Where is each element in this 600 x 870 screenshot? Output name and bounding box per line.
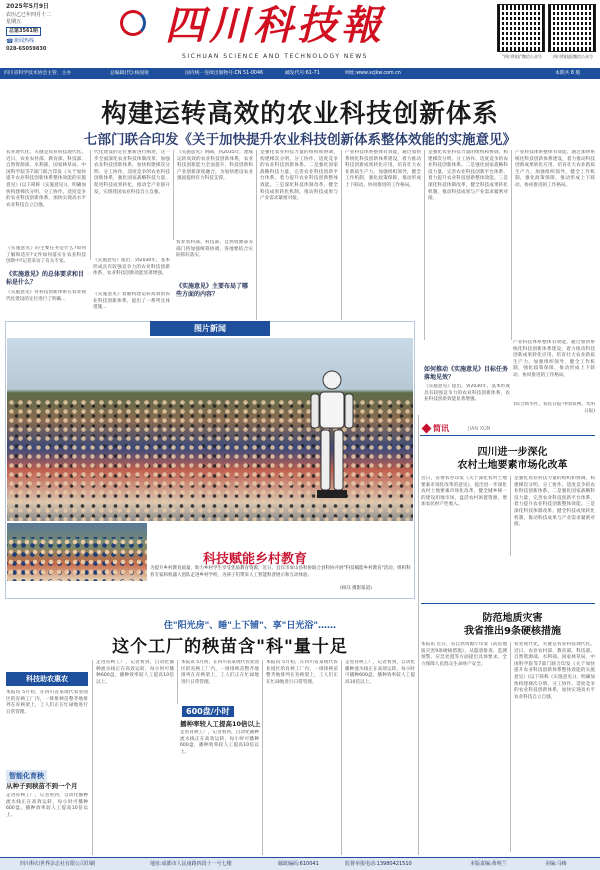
footer-bar — [0, 857, 600, 870]
footer-hotline: 监督举报电话:13980421510 — [345, 861, 412, 867]
footer-postcode: 邮政编码:610041 — [278, 861, 319, 867]
jianxun-en: JIAN XUN — [468, 426, 491, 432]
lead-q3: 如何推动《实施意见》目标任务落地见效？ — [424, 366, 509, 381]
info-bar — [0, 68, 600, 79]
factory-col3: 本报讯 5月初，在四川省某现代农业园区的育秧工厂内，一排排秧苗整齐地排列在育秧架上，工人们正在忙碌地进行日常管理。 — [177, 660, 259, 704]
newspaper-title-en: SICHUAN SCIENCE AND TECHNOLOGY NEWS — [182, 53, 368, 60]
lead-col2c: 《实施意见》着眼构建运转高效的农业科技创新体系，提出了一系列具体措施… — [93, 292, 170, 311]
info-post: 邮发代号:61-71 — [285, 71, 320, 76]
lead-source: (综合新华社、农民日报·中国农网、光明日报) — [513, 402, 595, 414]
info-cn: 国内统一连续出版物号:CN 51-0046 — [185, 71, 264, 76]
info-pages: 本期共 8 版 — [555, 71, 581, 76]
picture-news-title: 科技赋能乡村教育 — [202, 552, 307, 567]
info-sponsor: 四川省科学技术协会主管、主办 — [4, 71, 72, 76]
lead-col2: 代化建设的定位重新进行阐述，这一步全面深化农业科技体制改革，加强农业科技创新体系，加快构建梯次分明、分工协作、适度竞争的农业科技创新体系，强化国家战略科技力量，促进科技成果转化，推动全产业链开发，实现我国农业科技自立自强。 — [90, 150, 170, 260]
factory-col1b: 走进育秧工厂，记者看到，自动化播种流水线正在高效运转，每小时可播种600盘，播种效率较人工提高10倍以上。 — [6, 793, 88, 818]
info-editor: 总编辑(代):杨国梁 — [110, 71, 149, 76]
lead-col6: 是强化农业科技力量的组织和协调，构建梯次分明、分工协作、适度竞争的农业科技创新体系。二是强化国家战略科技力量，完善农业科技创新平台体系，着力提升农业科技创新整体效能。三是深化科技体制改革，健全科技成果转化机制，推动科技成果与产业需求紧密对接。 — [424, 150, 508, 340]
factory-col4: 本报讯 5月初，在四川省某现代农业园区的育秧工厂内，一排排秧苗整齐地排列在育秧架上，工人们正在忙碌地进行日常管理。 — [262, 660, 338, 855]
news1-title: 四川进一步深化 农村土地要素市场化改革 — [457, 447, 568, 471]
factory-col5: 走进育秧工厂，记者看到，自动化播种流水线正在高效运转，每小时可播种600盘，播种效率较人工提高10倍以上。 — [341, 660, 415, 855]
lead-col3b: 农业农村部、科技部、自然资源部等部门将加强统筹协调，各地要结合实际抓好落实。 — [176, 240, 253, 259]
factory-sub2b: 从种子到秧苗不到一个月 — [6, 782, 78, 790]
factory-col2: 走进育秧工厂，记者看到，自动化播种流水线正在高效运转，每小时可播种600盘，播种效率较人工提高10倍以上。 — [92, 660, 174, 855]
hotline-number: 028-65059830 — [6, 46, 47, 52]
jianxun-label: 简讯 — [433, 424, 449, 433]
factory-headline: 这个工厂的秧苗含"科"量十足 — [112, 637, 348, 657]
sidebar-section-label: 科技助农惠农 — [6, 672, 88, 686]
students-robot-photo — [7, 338, 413, 521]
lead-col4: 是强化农业科技力量的组织和协调，构建梯次分明、分工协作、适度竞争的农业科技创新体系。二是强化国家战略科技力量，完善农业科技创新平台体系，着力提升农业科技创新整体效能。三是深化科技体制改革，健全科技成果转化机制，推动科技成果与产业需求紧密对接。 — [256, 150, 338, 320]
qr1-label: "四川科技"微信公众号 — [502, 54, 542, 59]
hotline-label: 新闻热线 — [14, 38, 35, 44]
qr-code-icon — [548, 4, 596, 52]
news1-body: 近日，省委农办印发《关于深化农村土地要素市场化改革的意见》，提出进一步深化农村土地要素市场化改革，健全城乡统一的建设用地市场，盘活农村闲置资源，增加农民财产性收入。 — [421, 476, 507, 508]
footer-editor: 本版责编:黄明兰 — [470, 861, 507, 867]
news1-body-b: 是强化农业科技力量的组织和协调，构建梯次分明、分工协作、适度竞争的农业科技创新体系。二是强化国家战略科技力量，完善农业科技创新平台体系，着力提升农业科技创新整体效能。三是深化科技体制改革，健全科技成果转化机制，推动科技成果与产业需求紧密对接。 — [510, 476, 595, 556]
students-classroom-photo — [7, 523, 147, 581]
lead-col3: 《实施意见》明确，到2035年，建成运转高效的农业科技创新体系，农业科技创新能力全面提升，科技创新和产业创新深度融合，为加快建设农业强国提供有力科技支撑。 — [173, 150, 253, 240]
phone-icon: ☎ — [6, 38, 14, 45]
lead-col2b: 《实施意见》提出，到2030年，基本形成具有较强竞争力的农业科技创新体系，农业科技创新效能显著增强。 — [93, 258, 170, 277]
newspaper-title: 四川科技報 — [165, 2, 385, 49]
factory-kicker: 住"阳光房"、睡"上下铺"、享"日光浴"…… — [163, 621, 337, 631]
footer-address: 地址:成都市人民南路四段十一号七楼 — [150, 861, 232, 867]
lunar-date: 农历乙巳年四月十二 — [6, 12, 52, 18]
news2-body-b: 农业现代化，关键是农业科技现代化。近日，农业农村部、教育部、科技部、自然资源部、水利部、国家林草局、中国科学院等7部门联合印发《关于加快提升农业科技创新体系整体效能的实施意见》(以下简称《实施意见》)，明确加快构建梯次分明、分工协作、适度竞争的农业科技创新体系，加快实现高水平农业科技自立自强。 — [510, 642, 595, 852]
qr2-label: 四川科技报微信公众号 — [553, 54, 593, 59]
lead-col1c: 《实施意见》对科技创新体系在农业现代化建设的定位进行了明确… — [6, 290, 86, 302]
lead-col1: 农业现代化，关键是农业科技现代化。近日，农业农村部、教育部、科技部、自然资源部、水利部、国家林草局、中国科学院等7部门联合印发《关于加快提升农业科技创新体系整体效能的实施意见》(以下简称《实施意见》)，明确加快构建梯次分明、分工协作、适度竞争的农业科技创新体系，加快实现高水平农业科技自立自强。 — [6, 150, 86, 208]
lead-col7b: 产业科技体系整体有效能，通过加快系统化科技创新体系建设，着力推动科技创新成果转化应用，培育壮大农业新质生产力。加强组织领导，健全工作机制，强化政策保障，推动形成上下联动、协同推进的工作格局。 — [513, 340, 595, 378]
newspaper-logo-icon — [120, 10, 146, 36]
news-divider — [421, 603, 595, 604]
picture-news-caption: 为提升乡村教育质量，助力乡村学生享受优质教育资源，近日，宜宾市屏山县科协联合县科协开展"科技赋能乡村教育"活动，组织科普专家和机器人团队走进乡村学校，为孩子们带来人工智能科普展示和互动体验。 — [150, 566, 411, 578]
lead-col7: 产业科技体系整体有效能，通过加快系统化科技创新体系建设，着力推动科技创新成果转化应用，培育壮大农业新质生产力。加强组织领导，健全工作机制，强化政策保障，推动形成上下联动、协同推进的工作格局。 — [511, 150, 595, 340]
lead-col6b: 《实施意见》提出，到2030年，基本形成具有较强竞争力的农业科技创新体系，农业科技创新效能显著增强。 — [424, 384, 510, 403]
news2-body: 本报讯 近日，省自然资源厅印发《防范地质灾害9条硬核措施》，从隐患排查、监测预警、应急处置等方面提出具体要求，全力保障人民群众生命财产安全。 — [421, 642, 507, 667]
lead-q1: 《实施意见》的总体要求和目标是什么？ — [6, 271, 85, 286]
issue-date: 2025年5月9日 — [6, 3, 50, 10]
humanoid-robot-icon — [307, 368, 357, 518]
factory-subhead2: 播种率较人工提高10倍以上 — [180, 720, 261, 728]
factory-col1: 本报讯 5月初，在四川省某现代农业园区的育秧工厂内，一排排秧苗整齐地排列在育秧架上，工人们正在忙碌地进行日常管理。 — [6, 690, 88, 715]
lead-col5: 产业科技体系整体有效能，通过加快系统化科技创新体系建设，着力推动科技创新成果转化应用，培育壮大农业新质生产力。加强组织领导，健全工作机制，强化政策保障，推动形成上下联动、协同推进的工作格局。 — [341, 150, 421, 320]
info-web: 网址:www.scjkw.com.cn — [345, 71, 401, 76]
main-headline: 构建运转高效的农业科技创新体系 — [101, 99, 499, 129]
factory-subhead: 600盘/小时 — [182, 706, 234, 717]
lead-q2: 《实施意见》主要布局了哪些方面的内容？ — [176, 283, 249, 298]
issue-number: 总第3561期 — [6, 27, 41, 36]
picture-news-header: 图片新闻 — [150, 321, 270, 336]
weekday: 星期五 — [6, 19, 22, 25]
main-subheadline: 七部门联合印发《关于加快提升农业科技创新体系整体效能的实施意见》 — [84, 132, 516, 148]
footer-printer: 四川科幻世界杂志社有限公司印刷 — [20, 861, 96, 867]
footer-design: 美编:马梅 — [545, 861, 567, 867]
qr-code-icon — [497, 4, 545, 52]
picture-news-credit: (杨珏 摄影报道) — [340, 586, 372, 591]
news2-title: 防范地质灾害 我省推出9条硬核措施 — [464, 613, 561, 637]
factory-sub2: 智能化育秧 — [6, 770, 47, 782]
lead-col1b: 《实施意见》的主要任务是什么?如何了解和适应?文件如何落实在农业科技创新中?记者采访了有关专家。 — [6, 246, 86, 265]
factory-col3b: 走进育秧工厂，记者看到，自动化播种流水线正在高效运转，每小时可播种600盘，播种效率较人工提高10倍以上。 — [180, 730, 259, 755]
